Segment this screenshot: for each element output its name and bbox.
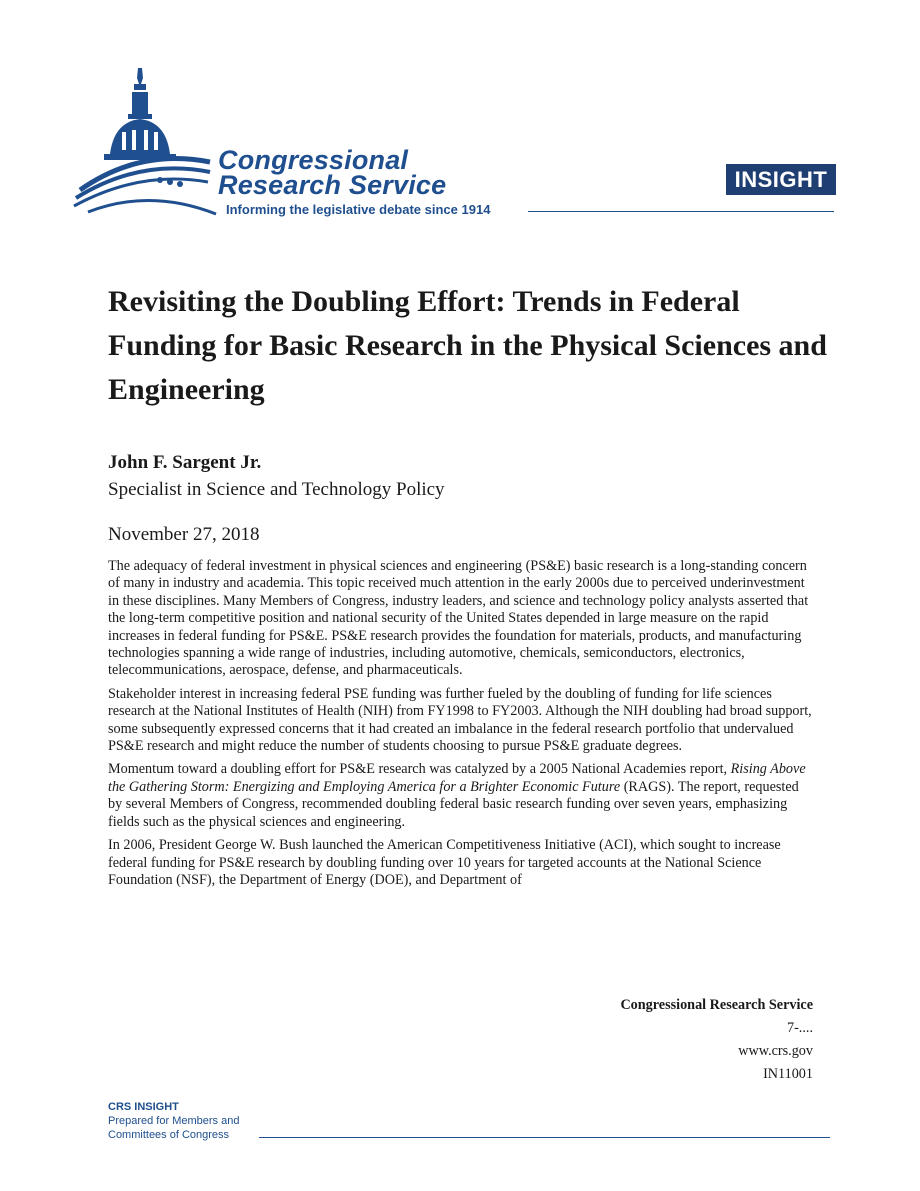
meta-service: Congressional Research Service bbox=[620, 997, 813, 1013]
body-text bbox=[108, 558, 813, 895]
org-name-line2: Research Service bbox=[218, 170, 447, 200]
paragraph-3-end: (RAGS). The report, requested by several Members of Congress, recommended doubling federal basic research funding over seven years, emphasizing fields such as the physical sciences and engineering. bbox=[108, 778, 799, 830]
document-meta bbox=[620, 994, 813, 1086]
paragraph-2: Stakeholder interest in increasing federal PSE funding was further fueled by the doubling of funding for life sciences research at the National Institutes of Health (NIH) from FY1998 to FY2003. Although the NIH doubling had broad support, some subsequently expressed concerns that it had created an imbalance in the federal research portfolio that undervalued PS&E research and might reduce the number of students choosing to pursue PS&E graduate degrees. bbox=[108, 685, 812, 755]
meta-url[interactable]: www.crs.gov bbox=[738, 1043, 813, 1059]
header-divider bbox=[528, 211, 834, 212]
org-name-line1: Congressional bbox=[218, 145, 409, 175]
footer-divider bbox=[259, 1137, 830, 1138]
footer-line1: CRS INSIGHT bbox=[108, 1101, 179, 1113]
paragraph-4: In 2006, President George W. Bush launched the American Competitiveness Initiative (ACI), which sought to increase federal funding for PS&E research by doubling funding over 10 years for targeted accounts at the National Science Foundation (NSF), the Department of Energy (DOE), and Department of bbox=[108, 837, 781, 888]
paragraph-3-start: Momentum toward a doubling effort for PS&E research was catalyzed by a 2005 National Academies report, bbox=[108, 761, 731, 778]
page-footer bbox=[108, 1100, 832, 1142]
author-name: John F. Sargent Jr. bbox=[108, 452, 262, 473]
paragraph-3 bbox=[108, 761, 813, 831]
footer-line3: Committees of Congress bbox=[108, 1129, 230, 1141]
footer-line2: Prepared for Members and bbox=[108, 1115, 240, 1127]
insight-badge: INSIGHT bbox=[726, 164, 836, 195]
capitol-dome-logo-icon bbox=[70, 62, 220, 218]
publication-date: November 27, 2018 bbox=[108, 524, 260, 545]
meta-id: IN11001 bbox=[763, 1066, 813, 1082]
author-role: Specialist in Science and Technology Policy bbox=[108, 479, 445, 500]
page-header bbox=[0, 0, 920, 240]
document-title: Revisiting the Doubling Effort: Trends in Federal Funding for Basic Research in the Physical Sciences and Engineering bbox=[108, 285, 827, 406]
paragraph-1: The adequacy of federal investment in physical sciences and engineering (PS&E) basic research is a long-standing concern of many in industry and academia. This topic received much attention in the early 2000s due to perceived underinvestment in these disciplines. Many Members of Congress, industry leaders, and science and technology policy analysts asserted that the long-term competitive position and national security of the United States depended in large measure on the rapid increases in federal funding for PS&E. PS&E research provides the foundation for materials, products, and manufacturing technologies spanning a wide range of industries, including automotive, chemicals, semiconductors, electronics, telecommunications, aerospace, defense, and pharmaceuticals. bbox=[108, 558, 809, 679]
meta-code: 7-.... bbox=[786, 1020, 813, 1036]
report-title-italic: Rising Above the Gathering Storm: Energizing and Employing America for a Brighter Economic Future bbox=[108, 761, 806, 795]
org-tagline: Informing the legislative debate since 1914 bbox=[226, 202, 491, 217]
